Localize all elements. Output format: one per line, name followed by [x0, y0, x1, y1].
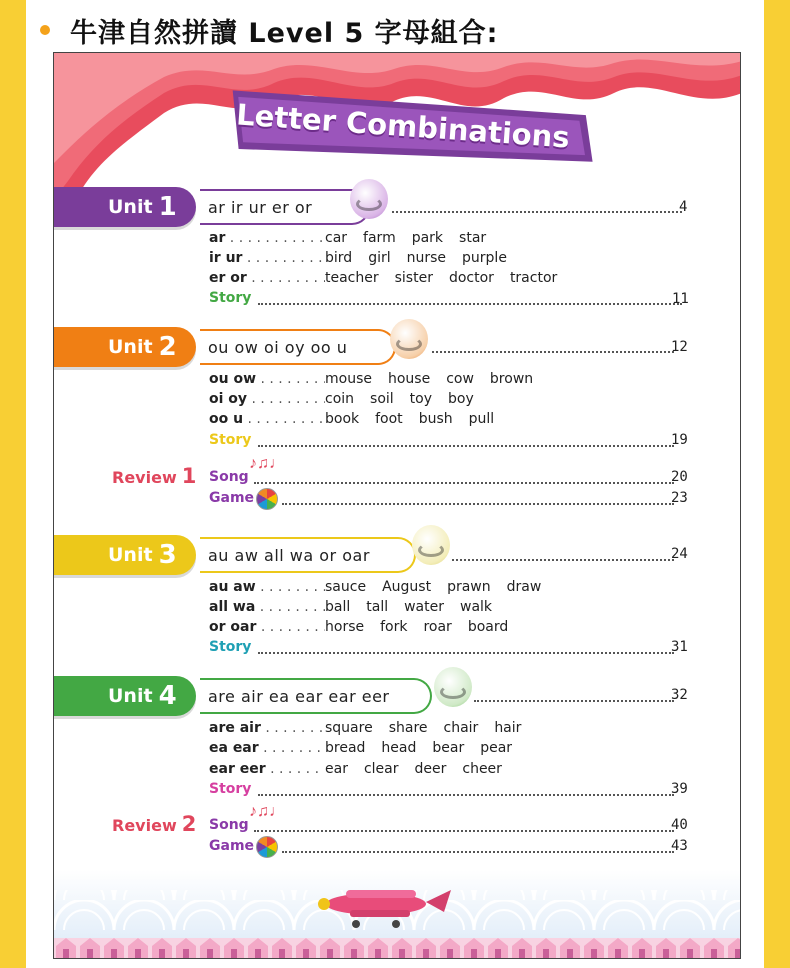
word: water	[404, 599, 444, 615]
list-item	[209, 411, 494, 427]
word: ball	[325, 599, 351, 615]
word: prawn	[447, 579, 491, 595]
unit-number: 1	[158, 192, 177, 222]
unit-label: Unit	[108, 544, 153, 566]
example-words	[325, 230, 486, 246]
contents-page	[53, 52, 741, 959]
page-header	[40, 10, 498, 50]
word: tractor	[509, 270, 558, 286]
word: board	[467, 619, 509, 635]
list-item	[209, 599, 492, 615]
music-notes-icon: ♪♫♩	[249, 803, 285, 820]
word: sister	[394, 270, 433, 286]
list-item	[209, 371, 533, 387]
game-label[interactable]: Game	[209, 838, 255, 854]
example-words	[325, 761, 502, 777]
unit-4-sounds-bar	[200, 678, 432, 714]
word: walk	[460, 599, 493, 615]
example-words	[325, 579, 541, 595]
list-item	[209, 619, 508, 635]
unit-2-sounds: ou ow oi oy oo u	[208, 337, 348, 357]
leader-dots	[254, 830, 674, 832]
letter-combo: all wa . . .	[209, 599, 325, 615]
word: nurse	[406, 250, 447, 266]
letter-combo: or oar . . .	[209, 619, 325, 635]
unit-tab-2[interactable]	[54, 327, 196, 367]
color-ball-icon	[256, 488, 278, 510]
list-item	[209, 270, 557, 286]
story-label[interactable]: Story	[209, 290, 252, 306]
word: doctor	[448, 270, 494, 286]
word: mouse	[325, 371, 372, 387]
leader-dots	[258, 794, 674, 796]
story-label[interactable]: Story	[209, 781, 252, 797]
example-words	[325, 599, 492, 615]
word: coin	[325, 391, 355, 407]
music-notes-icon: ♪♫♩	[249, 455, 285, 472]
word: ear	[325, 761, 348, 777]
word: house	[387, 371, 431, 387]
letter-combo: er or . . .	[209, 270, 325, 286]
story-page: 19	[671, 432, 688, 448]
story-page: 39	[671, 781, 688, 797]
unit-label: Unit	[108, 685, 153, 707]
word: purple	[462, 250, 507, 266]
list-item	[209, 391, 474, 407]
story-label[interactable]: Story	[209, 639, 252, 655]
right-yellow-border	[764, 0, 790, 968]
letter-combo: au aw . . .	[209, 579, 325, 595]
unit-2-page: 12	[671, 339, 688, 355]
word: park	[411, 230, 444, 246]
unit-1-page: 4	[679, 199, 688, 215]
word: foot	[375, 411, 403, 427]
unit-tab-3[interactable]	[54, 535, 196, 575]
word: teacher	[325, 270, 379, 286]
word: chair	[443, 720, 479, 736]
unit-number: 4	[158, 681, 177, 711]
word: deer	[414, 761, 447, 777]
example-words	[325, 371, 533, 387]
list-item	[209, 720, 521, 736]
word: tall	[366, 599, 389, 615]
unit-1-sounds: ar ir ur er or	[208, 197, 313, 217]
bullet-icon	[40, 25, 50, 35]
leader-dots	[258, 445, 674, 447]
word: cheer	[462, 761, 502, 777]
word: sauce	[325, 579, 367, 595]
unit-4-sounds: are air ea ear ear eer	[208, 686, 390, 706]
example-words	[325, 619, 508, 635]
list-item	[209, 761, 502, 777]
word: book	[325, 411, 360, 427]
letter-combo: ea ear . . .	[209, 740, 325, 756]
page-title: 牛津自然拼讀 Level 5 字母組合:	[70, 17, 499, 49]
unit-4-scroll-icon	[434, 667, 472, 707]
list-item	[209, 579, 541, 595]
unit-number: 2	[158, 332, 177, 362]
banner-title: Letter Combinations	[235, 97, 571, 155]
word: bear	[432, 740, 465, 756]
word: pear	[480, 740, 513, 756]
word: cow	[446, 371, 474, 387]
example-words	[325, 740, 512, 756]
unit-tab-1[interactable]	[54, 187, 196, 227]
leader-dots	[258, 652, 674, 654]
word: farm	[363, 230, 396, 246]
leader-dots	[254, 482, 674, 484]
list-item	[209, 230, 486, 246]
unit-label: Unit	[108, 336, 153, 358]
word: pull	[468, 411, 495, 427]
example-words	[325, 270, 557, 286]
word: brown	[489, 371, 534, 387]
list-item	[209, 740, 512, 756]
song-label[interactable]: Song	[209, 469, 249, 485]
example-words	[325, 720, 521, 736]
word: bread	[325, 740, 366, 756]
example-words	[325, 250, 507, 266]
unit-1-sounds-bar	[200, 189, 370, 225]
word: head	[381, 740, 417, 756]
story-page: 11	[672, 291, 689, 307]
word: bird	[325, 250, 353, 266]
review-1-label	[112, 464, 196, 488]
unit-3-scroll-icon	[412, 525, 450, 565]
word: car	[325, 230, 348, 246]
leader-dots	[392, 211, 682, 213]
leader-dots	[474, 700, 674, 702]
review-label-text: Review	[112, 816, 177, 835]
song-page: 20	[671, 469, 688, 485]
leader-dots	[452, 559, 674, 561]
letter-combo: oi oy . . .	[209, 391, 325, 407]
unit-2-scroll-icon	[390, 319, 428, 359]
word: girl	[368, 250, 391, 266]
left-yellow-border	[0, 0, 26, 968]
example-words	[325, 411, 494, 427]
word: fork	[380, 619, 408, 635]
review-label-text: Review	[112, 468, 177, 487]
game-page: 23	[671, 490, 688, 506]
letter-combo: ear eer . . .	[209, 761, 325, 777]
song-label[interactable]: Song	[209, 817, 249, 833]
word: roar	[423, 619, 452, 635]
unit-label: Unit	[108, 196, 153, 218]
word: August	[382, 579, 432, 595]
word: clear	[363, 761, 399, 777]
word: square	[325, 720, 373, 736]
game-label[interactable]: Game	[209, 490, 255, 506]
word: soil	[370, 391, 394, 407]
leader-dots	[282, 851, 674, 853]
word: bush	[418, 411, 453, 427]
bottom-decoration	[54, 870, 741, 959]
unit-4-page: 32	[671, 687, 688, 703]
letter-combo: ar . . .	[209, 230, 325, 246]
word: draw	[506, 579, 542, 595]
unit-2-sounds-bar	[200, 329, 396, 365]
leader-dots	[282, 503, 674, 505]
word: horse	[325, 619, 365, 635]
review-2-label	[112, 812, 196, 836]
letter-combo: ir ur . . .	[209, 250, 325, 266]
color-ball-icon	[256, 836, 278, 858]
unit-3-page: 24	[671, 546, 688, 562]
example-words	[325, 391, 474, 407]
game-page: 43	[671, 838, 688, 854]
review-number: 1	[181, 464, 197, 488]
review-number: 2	[181, 812, 197, 836]
leader-dots	[432, 351, 674, 353]
list-item	[209, 250, 507, 266]
unit-number: 3	[158, 540, 177, 570]
word: toy	[409, 391, 433, 407]
unit-3-sounds: au aw all wa or oar	[208, 545, 370, 565]
word: boy	[448, 391, 474, 407]
unit-tab-4[interactable]	[54, 676, 196, 716]
letter-combo: oo u . . .	[209, 411, 325, 427]
unit-1-scroll-icon	[350, 179, 388, 219]
word: star	[459, 230, 487, 246]
story-page: 31	[671, 639, 688, 655]
song-page: 40	[671, 817, 688, 833]
word: hair	[494, 720, 522, 736]
story-label[interactable]: Story	[209, 432, 252, 448]
letter-combo: ou ow . . .	[209, 371, 325, 387]
unit-3-sounds-bar	[200, 537, 416, 573]
word: share	[388, 720, 428, 736]
leader-dots	[258, 303, 682, 305]
letter-combo: are air . . .	[209, 720, 325, 736]
